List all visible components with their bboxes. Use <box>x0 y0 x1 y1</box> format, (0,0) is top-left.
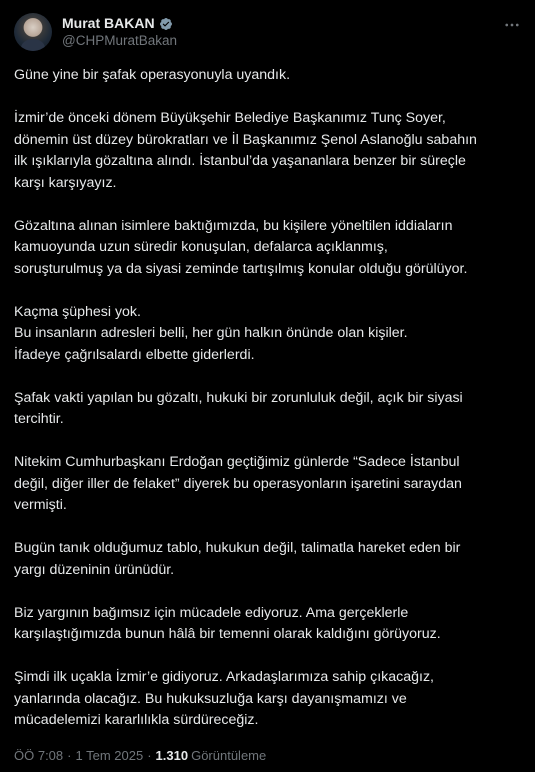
author-display-name[interactable]: Murat BAKAN <box>62 15 155 31</box>
views-count: 1.310 <box>155 748 189 763</box>
tweet-paragraph: Şafak vakti yapılan bu gözaltı, hukuki bir zorunluluk değil, açık bir siyasi tercihtir. <box>14 389 463 427</box>
name-row <box>62 15 177 32</box>
tweet-header <box>14 12 521 52</box>
tweet-paragraph: Bugün tanık olduğumuz tablo, hukukun değil, talimatla hareket eden bir yargı düzeninin ürünüdür. <box>14 540 461 578</box>
tweet-paragraph: Kaçma şüphesi yok. Bu insanların adresleri belli, her gün halkın önünde olan kişiler. İfadeye çağrılsalardı elbette giderlerdi. <box>14 303 408 363</box>
tweet-paragraph: Güne yine bir şafak operasyonuyla uyandık. <box>14 67 291 83</box>
verified-badge-icon <box>159 17 173 31</box>
tweet-paragraph: İzmir’de önceki dönem Büyükşehir Belediye Başkanımız Tunç Soyer, dönemin üst düzey bürokratları ve İl Başkanımız Şenol Aslanoğlu sabahın ilk ışıklarıyla gözaltına alındı. İstanbul’da yaşananlara benzer bir süreçle karşı karşıyayız. <box>14 110 477 191</box>
more-options-icon[interactable] <box>503 16 521 34</box>
tweet-meta <box>14 748 266 763</box>
tweet-paragraph: Gözaltına alınan isimlere baktığımızda, bu kişilere yöneltilen iddiaların kamuoyunda uzun süredir konuşulan, defalarca açıklanmış, soruşturulmuş ya da siyasi zeminde tartışılmış konular olduğu görülüyor. <box>14 217 468 277</box>
tweet-paragraph: Biz yargının bağımsız için mücadele ediyoruz. Ama gerçeklerle karşılaştığımızda bunun hâlâ bir temenni olarak kaldığını görüyoruz. <box>14 604 441 642</box>
views-label: Görüntüleme <box>191 748 267 763</box>
tweet-paragraph: Nitekim Cumhurbaşkanı Erdoğan geçtiğimiz günlerde “Sadece İstanbul değil, diğer iller de felaket” diyerek bu operasyonların işaretini saraydan vermişti. <box>14 454 462 513</box>
meta-separator: · <box>147 748 152 763</box>
author-handle[interactable]: @CHPMuratBakan <box>62 33 177 48</box>
tweet-date[interactable]: 1 Tem 2025 <box>75 748 144 763</box>
tweet-paragraph: Şimdi ilk uçakla İzmir’e gidiyoruz. Arkadaşlarımıza sahip çıkacağız, yanlarında olacağız. Bu hukuksuzluğa karşı dayanışmamızı ve mücadelemizi kararlılıkla sürdüreceğiz. <box>14 669 434 728</box>
tweet-text <box>14 65 521 732</box>
author-info <box>62 15 177 49</box>
tweet-time[interactable]: ÖÖ 7:08 <box>14 748 64 763</box>
avatar[interactable] <box>14 13 52 51</box>
meta-separator: · <box>67 748 72 763</box>
